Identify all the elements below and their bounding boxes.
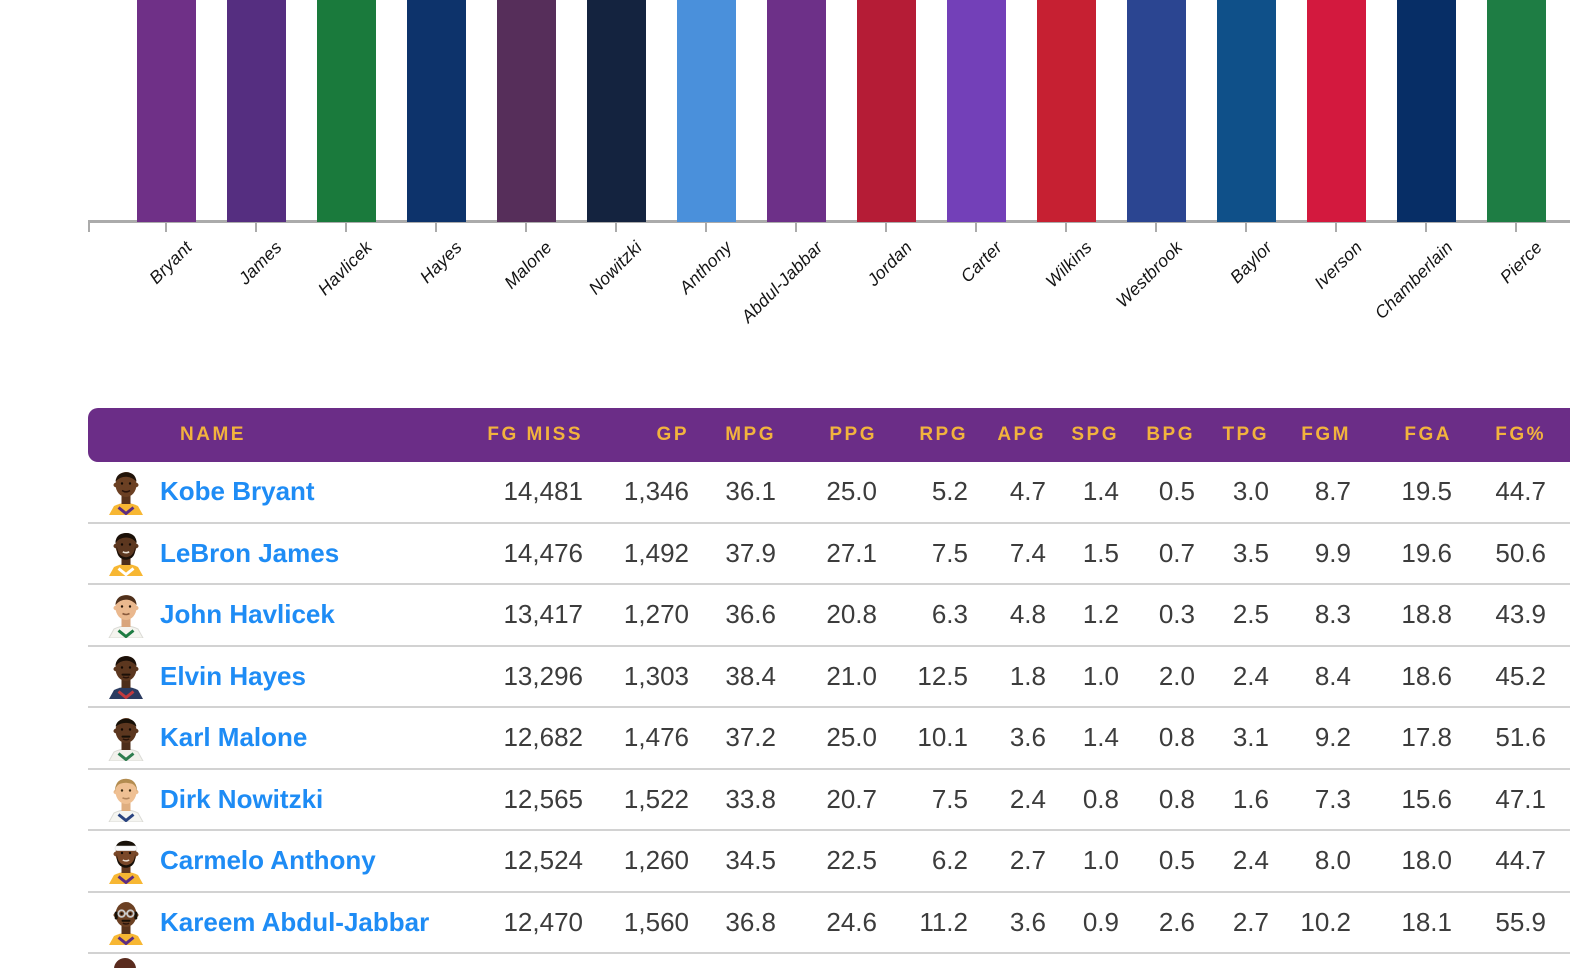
cell-fg-pct: 43.9: [1495, 599, 1546, 630]
header-gp: GP: [656, 424, 689, 445]
cell-gp: 1,492: [623, 537, 689, 568]
x-axis-label: Iverson: [1310, 237, 1367, 293]
cell-fgm: 7.3: [1314, 783, 1351, 814]
cell-fgm: 8.0: [1314, 845, 1351, 876]
table-row: [88, 893, 1570, 955]
cell-ppg: 20.7: [826, 783, 877, 814]
x-axis-tick: [615, 223, 617, 232]
cell-bpg: 2.0: [1158, 660, 1195, 691]
x-axis-label: Malone: [500, 237, 557, 293]
cell-gp: 1,560: [623, 906, 689, 937]
cell-apg: 2.7: [1009, 845, 1046, 876]
cell-bpg: 2.6: [1158, 906, 1195, 937]
cell-spg: 1.4: [1082, 476, 1119, 507]
bar-james[interactable]: [227, 0, 286, 222]
cell-tpg: 2.7: [1232, 906, 1269, 937]
cell-spg: 0.9: [1082, 906, 1119, 937]
x-axis-label: Wilkins: [1041, 237, 1097, 292]
cell-fgm: 9.9: [1314, 537, 1351, 568]
cell-apg: 4.7: [1009, 476, 1046, 507]
cell-fga: 15.6: [1401, 783, 1452, 814]
header-spg: SPG: [1071, 424, 1119, 445]
cell-fg-miss: 13,296: [503, 660, 583, 691]
cell-tpg: 3.0: [1232, 476, 1269, 507]
cell-bpg: 0.5: [1158, 476, 1195, 507]
header-mpg: MPG: [725, 424, 776, 445]
cell-ppg: 25.0: [826, 476, 877, 507]
cell-fg-miss: 12,682: [503, 722, 583, 753]
cell-tpg: 3.1: [1232, 722, 1269, 753]
cell-fgm: 10.2: [1300, 906, 1351, 937]
header-fg-miss: FG MISS: [487, 424, 583, 445]
cell-fg-pct: 51.6: [1495, 722, 1546, 753]
x-axis-label: Havlicek: [314, 237, 377, 300]
x-axis-label: Chamberlain: [1370, 237, 1457, 323]
cell-apg: 3.6: [1009, 906, 1046, 937]
cell-fga: 18.0: [1401, 845, 1452, 876]
cell-ppg: 20.8: [826, 599, 877, 630]
bar-anthony[interactable]: [677, 0, 736, 222]
bar-hayes[interactable]: [407, 0, 466, 222]
cell-fga: 19.5: [1401, 476, 1452, 507]
x-axis-label: Anthony: [675, 237, 737, 298]
cell-fga: 18.1: [1401, 906, 1452, 937]
header-apg: APG: [997, 424, 1046, 445]
cell-bpg: 0.7: [1158, 537, 1195, 568]
cell-mpg: 37.9: [725, 537, 776, 568]
header-ppg: PPG: [829, 424, 877, 445]
x-axis-tick: [255, 223, 257, 232]
cell-spg: 1.0: [1082, 660, 1119, 691]
bar-westbrook[interactable]: [1127, 0, 1186, 222]
x-axis-tick: [345, 223, 347, 232]
x-axis-tick: [1155, 223, 1157, 232]
avatar-lebron-james[interactable]: [88, 530, 160, 576]
bar-chamberlain[interactable]: [1397, 0, 1456, 222]
table-row-partial: [88, 954, 1570, 968]
avatar-carmelo-anthony[interactable]: [88, 838, 160, 884]
table-header: [88, 408, 1570, 462]
cell-fgm: 8.4: [1314, 660, 1351, 691]
cell-rpg: 7.5: [931, 783, 968, 814]
player-link[interactable]: Elvin Hayes: [160, 660, 306, 691]
bar-havlicek[interactable]: [317, 0, 376, 222]
cell-fg-pct: 44.7: [1495, 476, 1546, 507]
cell-rpg: 11.2: [919, 906, 968, 937]
bar-wilkins[interactable]: [1037, 0, 1096, 222]
x-axis-tick: [885, 223, 887, 232]
cell-mpg: 37.2: [725, 722, 776, 753]
table-row: [88, 524, 1570, 586]
x-axis-origin-tick: [88, 223, 90, 232]
table-row: [88, 831, 1570, 893]
bar-iverson[interactable]: [1307, 0, 1366, 222]
bar-pierce[interactable]: [1487, 0, 1546, 222]
cell-spg: 1.2: [1082, 599, 1119, 630]
cell-apg: 3.6: [1009, 722, 1046, 753]
player-stats-table: [88, 408, 1570, 968]
fg-miss-bar-chart: [0, 0, 1570, 345]
cell-fg-miss: 14,476: [503, 537, 583, 568]
cell-ppg: 24.6: [826, 906, 877, 937]
player-link[interactable]: Kareem Abdul-Jabbar: [160, 906, 430, 937]
cell-apg: 1.8: [1009, 660, 1046, 691]
avatar-kareem-abdul-jabbar[interactable]: [88, 899, 160, 945]
cell-gp: 1,260: [623, 845, 689, 876]
cell-tpg: 2.5: [1232, 599, 1269, 630]
bar-baylor[interactable]: [1217, 0, 1276, 222]
x-axis-label: Pierce: [1496, 237, 1547, 288]
table-row: [88, 647, 1570, 709]
player-link[interactable]: LeBron James: [160, 537, 340, 568]
cell-tpg: 3.5: [1232, 537, 1269, 568]
cell-spg: 0.8: [1082, 783, 1119, 814]
cell-tpg: 2.4: [1232, 845, 1269, 876]
cell-fga: 17.8: [1401, 722, 1452, 753]
cell-mpg: 38.4: [725, 660, 776, 691]
cell-rpg: 10.1: [917, 722, 968, 753]
avatar-elvin-hayes[interactable]: [88, 653, 160, 699]
avatar-karl-malone[interactable]: [88, 715, 160, 761]
cell-fga: 18.8: [1401, 599, 1452, 630]
table-row: [88, 462, 1570, 524]
cell-mpg: 33.8: [725, 783, 776, 814]
player-link[interactable]: John Havlicek: [160, 599, 335, 630]
x-axis-label: Hayes: [416, 237, 467, 287]
x-axis-tick: [435, 223, 437, 232]
cell-rpg: 5.2: [931, 476, 968, 507]
header-rpg: RPG: [919, 424, 968, 445]
cell-gp: 1,303: [623, 660, 689, 691]
partial-avatar-head: [114, 958, 136, 968]
cell-fg-miss: 12,524: [503, 845, 583, 876]
player-link[interactable]: Karl Malone: [160, 722, 308, 753]
x-axis-label: Jordan: [863, 237, 917, 290]
x-axis-tick: [525, 223, 527, 232]
cell-rpg: 12.5: [917, 660, 968, 691]
cell-spg: 1.0: [1082, 845, 1119, 876]
cell-fgm: 8.7: [1314, 476, 1351, 507]
cell-apg: 7.4: [1009, 537, 1046, 568]
x-axis-tick: [165, 223, 167, 232]
x-axis-label: Baylor: [1226, 237, 1277, 288]
cell-bpg: 0.5: [1158, 845, 1195, 876]
header-fga: FGA: [1404, 424, 1452, 445]
cell-fg-pct: 47.1: [1495, 783, 1546, 814]
x-axis-label: Bryant: [145, 237, 197, 288]
header-name: NAME: [180, 424, 246, 445]
x-axis-label: Abdul-Jabbar: [736, 237, 827, 327]
cell-ppg: 27.1: [826, 537, 877, 568]
cell-rpg: 6.2: [931, 845, 968, 876]
cell-tpg: 1.6: [1232, 783, 1269, 814]
header-fg-pct: FG%: [1495, 424, 1546, 445]
cell-fg-pct: 45.2: [1495, 660, 1546, 691]
cell-fg-miss: 14,481: [503, 476, 583, 507]
x-axis-label: James: [234, 237, 287, 289]
cell-fgm: 8.3: [1314, 599, 1351, 630]
x-axis-label: Carter: [956, 237, 1007, 287]
header-fgm: FGM: [1301, 424, 1351, 445]
cell-mpg: 36.1: [725, 476, 776, 507]
table-row: [88, 708, 1570, 770]
cell-spg: 1.4: [1082, 722, 1119, 753]
x-axis-tick: [1065, 223, 1067, 232]
x-axis-tick: [1335, 223, 1337, 232]
x-axis-tick: [975, 223, 977, 232]
x-axis-tick: [1245, 223, 1247, 232]
cell-apg: 2.4: [1009, 783, 1046, 814]
cell-rpg: 7.5: [931, 537, 968, 568]
bar-bryant[interactable]: [137, 0, 196, 222]
header-tpg: TPG: [1222, 424, 1269, 445]
cell-bpg: 0.8: [1158, 783, 1195, 814]
header-bpg: BPG: [1146, 424, 1195, 445]
cell-mpg: 34.5: [725, 845, 776, 876]
avatar-kobe-bryant[interactable]: [88, 469, 160, 515]
bar-nowitzki[interactable]: [587, 0, 646, 222]
cell-rpg: 6.3: [931, 599, 968, 630]
cell-ppg: 22.5: [826, 845, 877, 876]
bar-jordan[interactable]: [857, 0, 916, 222]
avatar-john-havlicek[interactable]: [88, 592, 160, 638]
cell-tpg: 2.4: [1232, 660, 1269, 691]
x-axis-tick: [1425, 223, 1427, 232]
avatar-dirk-nowitzki[interactable]: [88, 776, 160, 822]
cell-fga: 19.6: [1401, 537, 1452, 568]
cell-gp: 1,346: [623, 476, 689, 507]
cell-bpg: 0.8: [1158, 722, 1195, 753]
cell-ppg: 25.0: [826, 722, 877, 753]
x-axis-tick: [1515, 223, 1517, 232]
cell-ppg: 21.0: [826, 660, 877, 691]
cell-fg-pct: 44.7: [1495, 845, 1546, 876]
cell-spg: 1.5: [1082, 537, 1119, 568]
x-axis-tick: [795, 223, 797, 232]
cell-apg: 4.8: [1009, 599, 1046, 630]
cell-fg-miss: 12,565: [503, 783, 583, 814]
table-row: [88, 770, 1570, 832]
cell-fg-miss: 13,417: [503, 599, 583, 630]
x-axis-label: Nowitzki: [584, 237, 647, 299]
player-link[interactable]: Dirk Nowitzki: [160, 783, 324, 814]
cell-gp: 1,522: [623, 783, 689, 814]
cell-gp: 1,270: [623, 599, 689, 630]
avatar-partial: [88, 954, 160, 968]
x-axis-tick: [705, 223, 707, 232]
bar-carter[interactable]: [947, 0, 1006, 222]
player-link[interactable]: Kobe Bryant: [160, 476, 315, 507]
player-link[interactable]: Carmelo Anthony: [160, 845, 376, 876]
cell-fgm: 9.2: [1314, 722, 1351, 753]
cell-fg-pct: 50.6: [1495, 537, 1546, 568]
bar-abdul-jabbar[interactable]: [767, 0, 826, 222]
cell-gp: 1,476: [623, 722, 689, 753]
cell-bpg: 0.3: [1158, 599, 1195, 630]
cell-fg-miss: 12,470: [503, 906, 583, 937]
table-row: [88, 585, 1570, 647]
cell-fg-pct: 55.9: [1495, 906, 1546, 937]
bar-malone[interactable]: [497, 0, 556, 222]
x-axis-label: Westbrook: [1111, 237, 1187, 312]
cell-mpg: 36.8: [725, 906, 776, 937]
cell-mpg: 36.6: [725, 599, 776, 630]
cell-fga: 18.6: [1401, 660, 1452, 691]
